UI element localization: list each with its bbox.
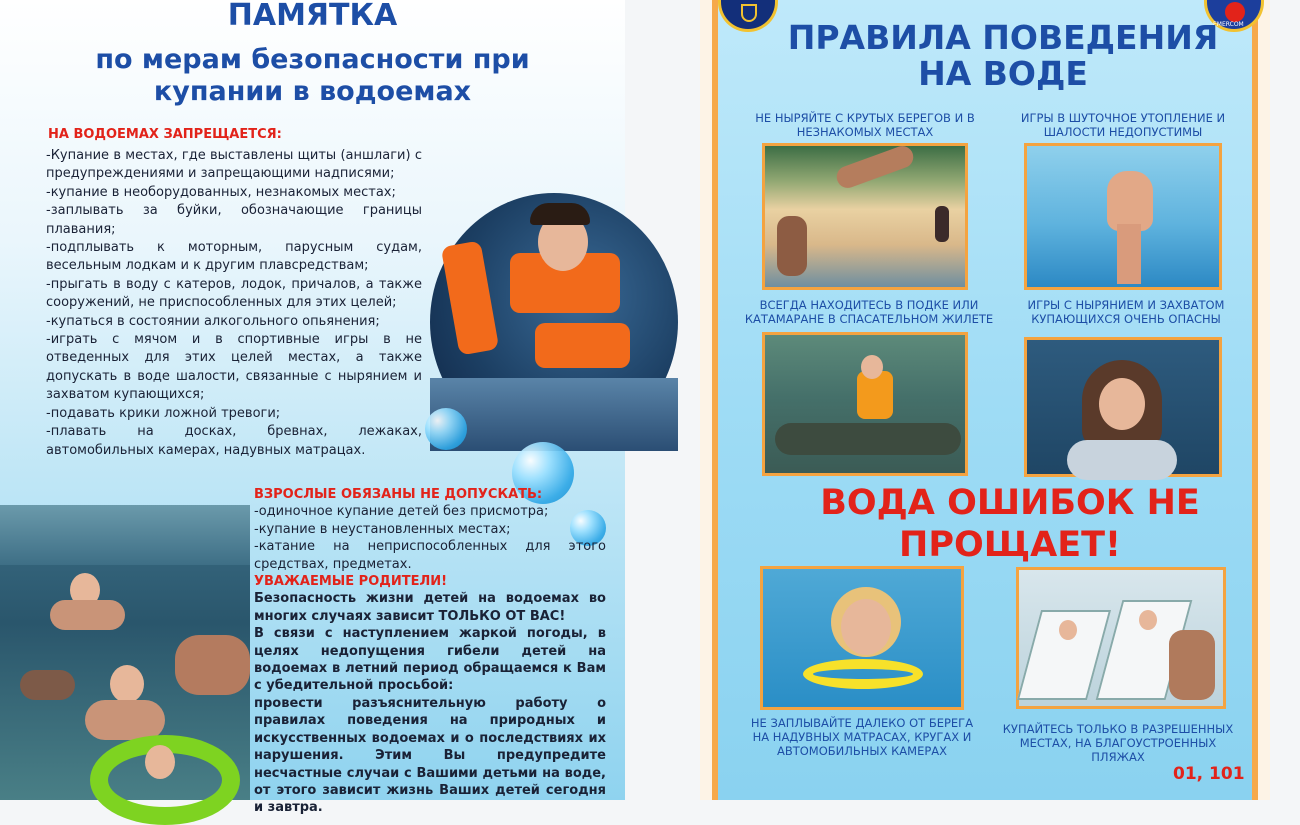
list-item: -плавать на досках, бревнах, лежаках, автомобильных камерах, надувных матрацах.	[46, 424, 422, 458]
memo-title: ПАМЯТКА	[227, 0, 398, 33]
rule-caption: ВСЕГДА НАХОДИТЕСЬ В ПОДКЕ ИЛИ КАТАМАРАНЕ В СПАСАТЕЛЬНОМ ЖИЛЕТЕ	[744, 298, 994, 326]
parents-paragraph: провести разъяснительную работу о правилах поведения на природных и искусственных водоемах и о последствиях их нарушения. Этим Вы предупредите несчастные случаи с Вашими детьми на воде, от этого зависит жизнь Ваших детей сегодня и завтра.	[254, 695, 606, 816]
rule-caption: ИГРЫ В ШУТОЧНОЕ УТОПЛЕНИЕ И ШАЛОСТИ НЕДОПУСТИМЫ	[1020, 111, 1226, 139]
poster-frame	[712, 0, 1258, 800]
parents-paragraph: В связи с наступлением жаркой погоды, в целях недопущения гибели детей на водоемах в летний период обращаемся к Вам с убедительной просьбой:	[254, 626, 606, 694]
rules-title: ПРАВИЛА ПОВЕДЕНИЯ НА ВОДЕ	[787, 18, 1219, 93]
life-vest-photo	[430, 193, 678, 451]
drowning-hand-photo	[1024, 143, 1222, 290]
memo-subtitle: по мерам безопасности при купании в водоемах	[95, 44, 530, 107]
list-item: -играть с мячом и в спортивные игры в не отведенных для этих целей местах, а также допускать в воде шалости, связанные с нырянием и захватом купающихся;	[46, 332, 422, 403]
bubble-icon	[425, 408, 467, 450]
boat-life-vest-photo	[762, 332, 968, 476]
rule-caption: КУПАЙТЕСЬ ТОЛЬКО В РАЗРЕШЕННЫХ МЕСТАХ, НА БЛАГОУСТРОЕННЫХ ПЛЯЖАХ	[1002, 722, 1234, 764]
rule-caption: НЕ ЗАПЛЫВАЙТЕ ДАЛЕКО ОТ БЕРЕГА НА НАДУВНЫХ МАТРАСАХ, КРУГАХ И АВТОМОБИЛЬНЫХ КАМЕРАХ	[750, 716, 974, 758]
list-item: -купаться в состоянии алкогольного опьянения;	[46, 313, 380, 329]
adults-and-parents-block	[254, 486, 606, 817]
warning-slogan: ВОДА ОШИБОК НЕ ПРОЩАЕТ!	[820, 483, 1200, 565]
list-item: -одиночное купание детей без присмотра;	[254, 504, 549, 520]
emergency-phones: 01, 101	[1173, 764, 1245, 784]
rule-caption: НЕ НЫРЯЙТЕ С КРУТЫХ БЕРЕГОВ И В НЕЗНАКОМЫХ МЕСТАХ	[755, 111, 975, 139]
list-item: -Купание в местах, где выставлены щиты (аншлаги) с предупреждениями и запрещающими надписями;	[46, 148, 422, 182]
list-item: -купание в необорудованных, незнакомых местах;	[46, 184, 396, 200]
list-item: -подавать крики ложной тревоги;	[46, 405, 281, 421]
list-item: -прыгать в воду с катеров, лодок, причалов, а также сооружений, не приспособленных для этих целей;	[46, 276, 422, 311]
parents-paragraph: Безопасность жизни детей на водоемах во многих случаях зависит ТОЛЬКО ОТ ВАС!	[254, 591, 606, 624]
water-rules-poster	[700, 0, 1270, 800]
kids-swimming-photo	[0, 505, 250, 800]
list-item: -катание на неприспособленных для этого средствах, предметах.	[254, 539, 606, 572]
prohibited-list	[46, 147, 422, 460]
list-item: -заплывать за буйки, обозначающие границы плавания;	[46, 203, 422, 237]
rule-caption: ИГРЫ С НЫРЯНИЕМ И ЗАХВАТОМ КУПАЮЩИХСЯ ОЧЕНЬ ОПАСНЫ	[1027, 298, 1225, 326]
list-item: -подплывать к моторным, парусным судам, весельным лодкам и к другим плавсредствам;	[46, 240, 422, 274]
parents-heading: УВАЖАЕМЫЕ РОДИТЕЛИ!	[254, 574, 448, 590]
safety-memo-poster	[0, 0, 625, 816]
diving-photo	[762, 143, 968, 290]
prohibited-heading: НА ВОДОЕМАХ ЗАПРЕЩАЕТСЯ:	[48, 127, 282, 142]
list-item: -купание в неустановленных местах;	[254, 521, 511, 537]
child-swim-ring-photo	[760, 566, 964, 710]
adults-heading: ВЗРОСЛЫЕ ОБЯЗАНЫ НЕ ДОПУСКАТЬ:	[254, 487, 543, 502]
underwater-girl-photo	[1024, 337, 1222, 477]
beach-loungers-photo	[1016, 567, 1226, 709]
emercom-label: EMERCOM	[1213, 21, 1244, 28]
